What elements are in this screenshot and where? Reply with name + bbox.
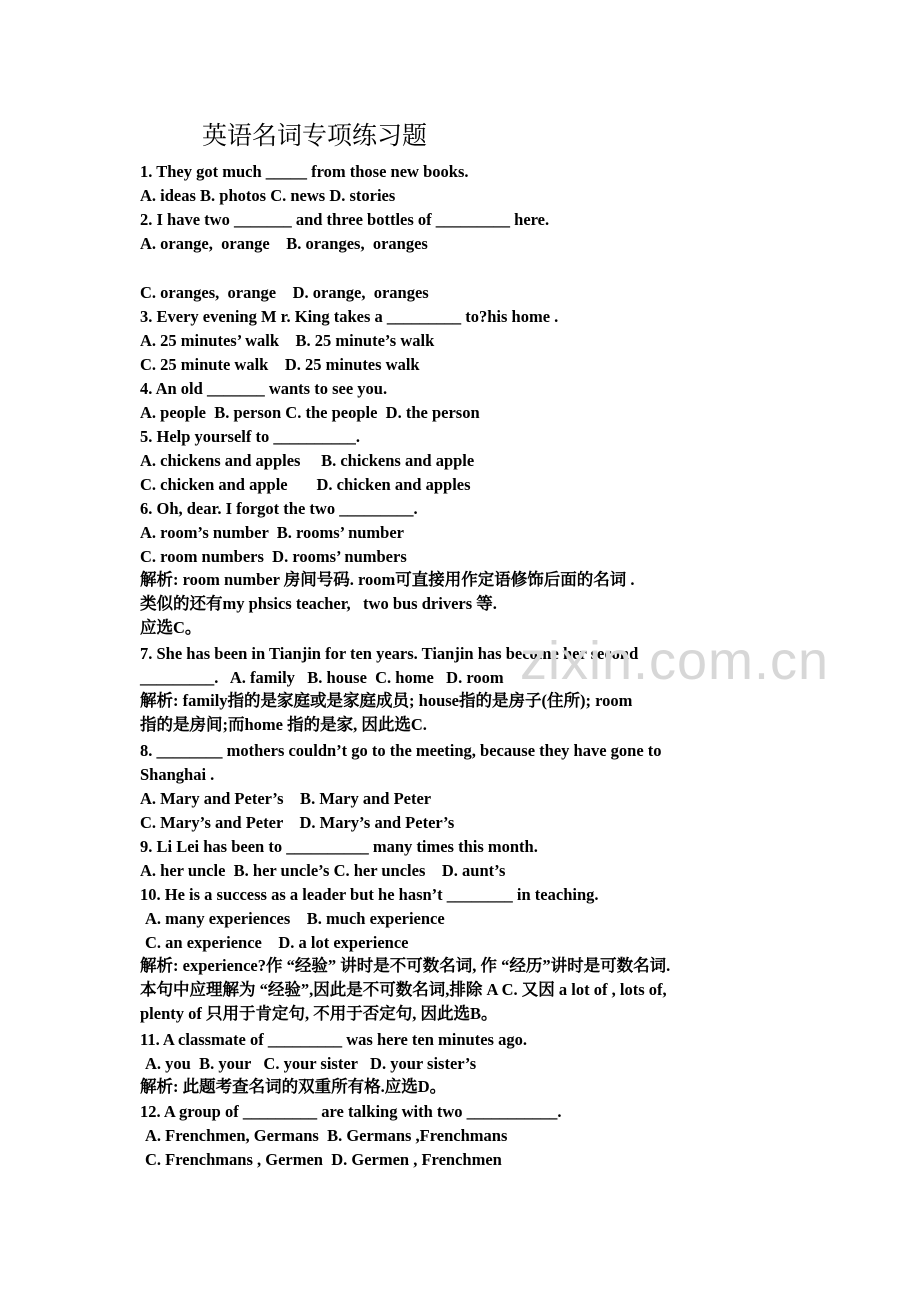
question-10-analysis-3: plenty of 只用于肯定句, 不用于否定句, 因此选B。 [140,1004,498,1023]
question-5-options-c-d: C. chicken and apple D. chicken and apples [140,475,471,494]
question-11-options: A. you B. your C. your sister D. your sister’s [145,1054,477,1073]
question-5: 5. Help yourself to __________. [140,427,360,446]
question-10-options-a-b: A. many experiences B. much experience [145,909,445,928]
question-2-options-a-b: A. orange, orange B. oranges, oranges [140,234,428,253]
question-3-options-a-b: A. 25 minutes’ walk B. 25 minute’s walk [140,331,435,350]
question-6-analysis-1: 解析: room number 房间号码. room可直接用作定语修饰后面的名词 . [140,570,635,589]
question-12-options-a-b: A. Frenchmen, Germans B. Germans ,Frenchmans [145,1126,508,1145]
question-2-options-c-d: C. oranges, orange D. orange, oranges [140,283,429,302]
question-1: 1. They got much _____ from those new books. [140,162,469,181]
question-3-options-c-d: C. 25 minute walk D. 25 minutes walk [140,355,420,374]
question-7: 7. She has been in Tianjin for ten years. Tianjin has become her second [140,644,639,663]
question-6-answer: 应选C。 [140,618,202,637]
question-11-analysis: 解析: 此题考查名词的双重所有格.应选D。 [140,1077,447,1096]
question-12-options-c-d: C. Frenchmans , Germen D. Germen , Frenchmen [145,1150,502,1169]
document-title: 英语名词专项练习题 [202,121,428,150]
question-9: 9. Li Lei has been to __________ many times this month. [140,837,538,856]
question-11: 11. A classmate of _________ was here ten minutes ago. [140,1030,527,1049]
question-1-options: A. ideas B. photos C. news D. stories [140,186,396,205]
question-3: 3. Every evening M r. King takes a _________ to?his home . [140,307,559,326]
question-2: 2. I have two _______ and three bottles of _________ here. [140,210,550,229]
watermark: zixin.com.cn [520,631,830,691]
question-6-options-c-d: C. room numbers D. rooms’ numbers [140,547,407,566]
question-9-options: A. her uncle B. her uncle’s C. her uncles D. aunt’s [140,861,506,880]
question-12: 12. A group of _________ are talking with two ___________. [140,1102,562,1121]
question-4: 4. An old _______ wants to see you. [140,379,388,398]
question-5-options-a-b: A. chickens and apples B. chickens and apple [140,451,475,470]
question-4-options: A. people B. person C. the people D. the person [140,403,480,422]
question-7-options: _________. A. family B. house C. home D. room [140,668,504,687]
question-10-options-c-d: C. an experience D. a lot experience [145,933,409,952]
question-7-analysis-1: 解析: family指的是家庭或是家庭成员; house指的是房子(住所); room [140,691,633,710]
question-8-options-c-d: C. Mary’s and Peter D. Mary’s and Peter’s [140,813,455,832]
question-8: 8. ________ mothers couldn’t go to the meeting, because they have gone to [140,741,662,760]
question-6: 6. Oh, dear. I forgot the two _________. [140,499,418,518]
question-10: 10. He is a success as a leader but he hasn’t ________ in teaching. [140,885,599,904]
question-8-continued: Shanghai . [140,765,215,784]
question-10-analysis-1: 解析: experience?作 “经验” 讲时是不可数名词, 作 “经历”讲时是可数名词. [140,956,671,975]
question-6-options-a-b: A. room’s number B. rooms’ number [140,523,404,542]
question-8-options-a-b: A. Mary and Peter’s B. Mary and Peter [140,789,432,808]
question-10-analysis-2: 本句中应理解为 “经验”,因此是不可数名词,排除 A C. 又因 a lot of , lots of, [140,980,667,999]
question-7-analysis-2: 指的是房间;而home 指的是家, 因此选C. [140,715,427,734]
question-6-analysis-2: 类似的还有my phsics teacher, two bus drivers 等. [140,594,497,613]
